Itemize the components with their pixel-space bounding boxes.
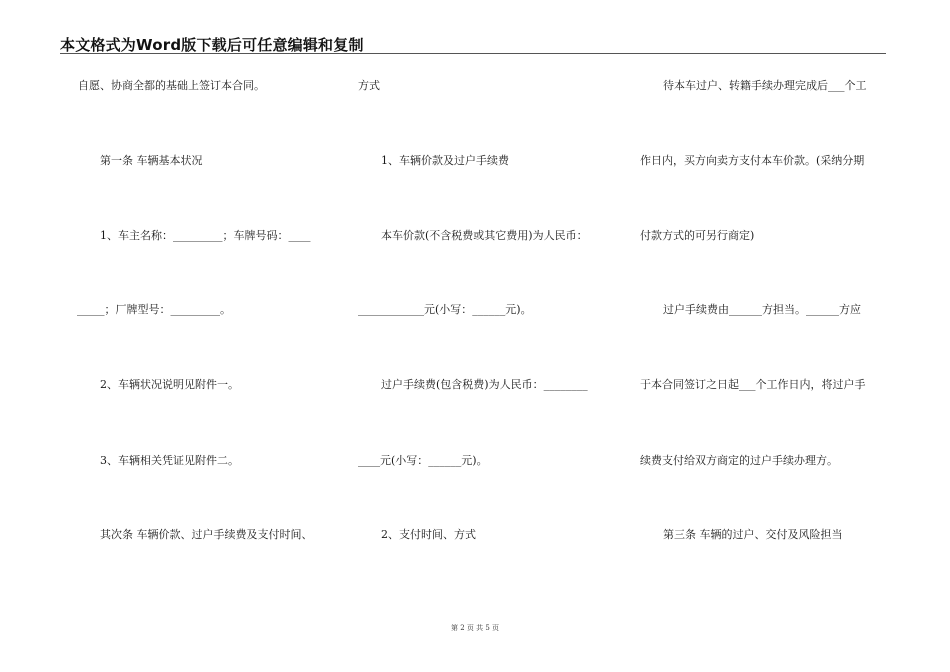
section-heading: 第三条 车辆的过户、交付及风险担当: [663, 528, 843, 541]
text-line: 作日内，买方向卖方支付本车价款。(采纳分期: [640, 154, 865, 167]
text-line: 本车价款(不含税费或其它费用)为人民币：: [381, 229, 588, 242]
document-header-title: 本文格式为Word版下载后可任意编辑和复制: [60, 36, 364, 54]
text-line: 自愿、协商全都的基础上签订本合同。: [78, 79, 265, 92]
text-line: 过户手续费(包含税费)为人民币：________: [381, 378, 588, 391]
section-heading: 其次条 车辆价款、过户手续费及支付时间、: [100, 528, 313, 541]
text-line: 3、车辆相关凭证见附件二。: [100, 454, 239, 467]
text-line: 方式: [358, 79, 380, 92]
text-line: 待本车过户、转籍手续办理完成后___个工: [663, 79, 867, 92]
text-line: 2、车辆状况说明见附件一。: [100, 378, 239, 391]
text-line: ____元(小写：______元)。: [358, 454, 488, 467]
text-line: _____；厂牌型号：_________。: [77, 303, 231, 316]
text-line: 于本合同签订之日起___个工作日内，将过户手: [640, 378, 866, 391]
text-line: ____________元(小写：______元)。: [358, 303, 532, 316]
section-heading: 2、支付时间、方式: [381, 528, 476, 541]
text-line: 付款方式的可另行商定): [640, 229, 755, 242]
page-number-footer: 第 2 页 共 5 页: [450, 624, 500, 632]
header-divider: [60, 53, 886, 54]
text-line: 续费支付给双方商定的过户手续办理方。: [640, 454, 838, 467]
text-line: 1、车主名称：_________；车牌号码：____: [100, 229, 311, 242]
section-heading: 1、车辆价款及过户手续费: [381, 154, 509, 167]
section-heading: 第一条 车辆基本状况: [100, 154, 203, 167]
text-line: 过户手续费由______方担当。______方应: [663, 303, 861, 316]
